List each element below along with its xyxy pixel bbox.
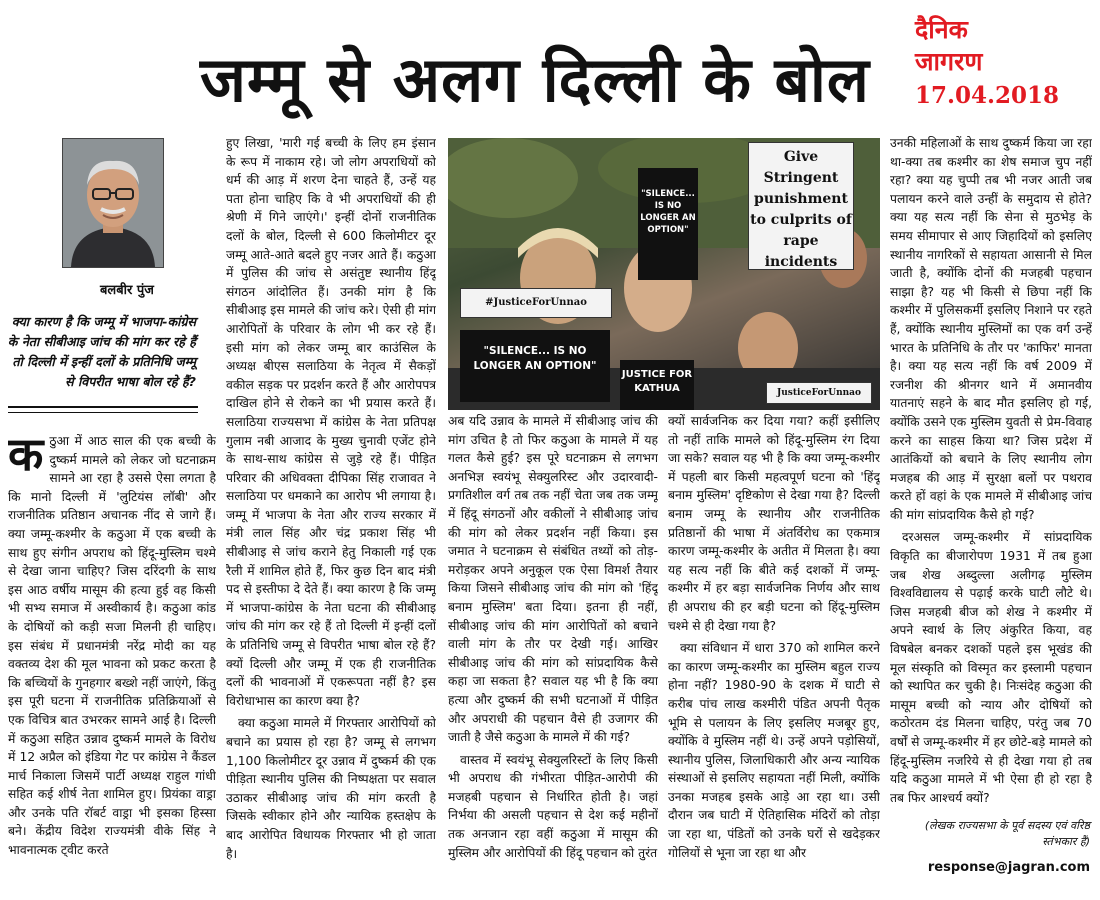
column-1-text: ठुआ में आठ साल की एक बच्ची के दुष्कर्म मामले को लेकर जो घटनाक्रम सामने आ रहा है उससे ऐसा लगता है कि मानो दिल्ली में 'लुटियंस लॉबी' और राजनीतिक प्रतिष्ठान अचानक नींद से जागे हैं। क्या जम्मू-कश्मीर के कठुआ में एक बच्ची के साथ हुए संगीन अपराध को हिंदू-मुस्लिम चश्मे से देखा जाना चाहिए? जिस दरिंदगी के साथ इस आठ वर्षीय मासूम की हत्या हुई वह किसी भी सभ्य समाज में अस्वीकार्य है। कठुआ कांड के दोषियों को कड़ी सजा मिलनी ही चाहिए। इस संबंध में प्रधानमंत्री नरेंद्र मोदी का यह वक्तव्य देश की मूल भावना को प्रकट करता है कि बच्चियों के गुनहगार बख्शे नहीं जाएंगे, किंतु इस पूरी घटना में राजनीतिक प्रतिक्रियाओं से एक विचित्र बात उभरकर सामने आई है। दिल्ली में कठुआ सहित उन्नाव दुष्कर्म मामले के विरोध में 12 अप्रैल को इंडिया गेट पर कांग्रेस ने कैंडल मार्च निकाला जिसमें पार्टी अध्यक्ष राहुल गांधी सहित कई शीर्ष नेता शामिल हुए। प्रियंका वाड्रा और उनके पति रॉबर्ट वाड्रा भी इसका हिस्सा बने। केंद्रीय विदेश राज्यमंत्री वीके सिंह ने भावनात्मक ट्वीट करते bbox=[8, 434, 216, 858]
article-column-1 bbox=[8, 432, 216, 894]
drop-cap: क bbox=[8, 432, 44, 481]
article-column-3 bbox=[448, 412, 658, 894]
column-5-para-1: उनकी महिलाओं के साथ दुष्कर्म किया जा रहा था-क्या तब कश्मीर का शेष समाज चुप नहीं रहा? क्या यह चुप्पी तब भी नजर आती जब पलायन करने वाले उन्हीं के समुदाय से होते? क्या यह सत्य नहीं कि सेना से मुठभेड़ के समय सीमापार से आए जिहादियों को इसलिए स्थानीय नागरिकों से सहायता आसानी से मिल जाती है, क्योंकि दोनों की मजहबी पहचान साझा है? यह भी किसी से छिपा नहीं कि कश्मीर में पुलिसकर्मी इसलिए निशाने पर रहते हैं, क्योंकि स्थानीय मुस्लिमों का एक वर्ग उन्हें भारत के प्रतिनिधि के तौर पर 'काफिर' मानता है। क्या यह सत्य नहीं कि वर्ष 2009 में रजनीश की श्रीनगर थाने में अमानवीय यातनाएं सहने के बाद मौत इसलिए हो गई, क्योंकि उसने एक मुस्लिम युवती से प्रेम-विवाह करने का साहस किया था? जिस प्रदेश में आतंकियों को बचाने के लिए स्थानीय लोग मजहब की आड़ में सुरक्षा बलों पर पथराव करते हों वहां के एक मामले में सीबीआइ जांच की मांग सांप्रदायिक कैसे हो गई? bbox=[890, 136, 1092, 522]
column-4-para-2: क्या संविधान में धारा 370 को शामिल करने का कारण जम्मू-कश्मीर का मुस्लिम बहुल राज्य होना नहीं? 1980-90 के दशक में घाटी से करीब पांच लाख कश्मीरी पंडित अपनी पैतृक भूमि से पलायन के लिए इसलिए मजबूर हुए, क्योंकि वे मुस्लिम नहीं थे। उन्हें अपने पड़ोसियों, स्थानीय पुलिस, जिलाधिकारी और अन्य न्यायिक संस्थाओं से इसलिए सहायता नहीं मिली, क्योंकि उनका मजहब इसके आड़े आ रहा था। उसी दौरान जब घाटी में ऐतिहासिक मंदिरों को तोड़ा जा रहा था, पंडितों को उनके घरों से खदेड़कर गोलियों से भूना जा रहा था और bbox=[668, 641, 880, 860]
column-4-para-1: क्यों सार्वजनिक कर दिया गया? कहीं इसीलिए तो नहीं ताकि मामले को हिंदू-मुस्लिम रंग दिया जा सके? सवाल यह भी है कि क्या जम्मू-कश्मीर में पहली बार किसी महत्वपूर्ण घटना को 'हिंदू बनाम मुस्लिम' दृष्टिकोण से देखा गया है? दिल्ली बनाम जम्मू के स्थानीय और राजनीतिक प्रतिष्ठानों की भाषा में अंतर्विरोध का एकमात्र कारण जम्मू-कश्मीर के अतीत में मिलता है। क्या यह सत्य नहीं कि बीते कई दशकों में जम्मू-कश्मीर में हर बड़ा सार्वजनिक निर्णय और साथ ही अपराध की हर बड़ी घटना को हिंदू-मुस्लिम चश्मे से ही देखा गया है? bbox=[668, 414, 880, 633]
protest-sign: "SILENCE... IS NO LONGER AN OPTION" bbox=[460, 330, 610, 402]
column-2-para-1: हुए लिखा, 'मारी गई बच्ची के लिए हम इंसान के रूप में नाकाम रहे। जो लोग अपराधियों को धर्म की आड़ में शरण देना चाहते हैं, उन्हें यह पता होना चाहिए कि वे भी अपराधियों की ही श्रेणी में गिने जाएंगे।' इन्हीं दोनों राजनीतिक दलों के बोल, दिल्ली से 600 किलोमीटर दूर जम्मू आते-आते बदले हुए नजर आते हैं। कठुआ में पुलिस की जांच से असंतुष्ट स्थानीय हिंदू संगठन आंदोलित हैं। उनकी मांग है कि सीबीआइ इस मामले की जांच करे। ऐसी ही मांग आरोपितों के परिवार के लोग भी कर रहे हैं। इसी मांग को लेकर जम्मू बार काउंसिल के अध्यक्ष बीएस सलाठिया के नेतृत्व में सैकड़ों वकील सड़क पर प्रदर्शन करते हैं और आरोपपत्र दाखिल होने से रोकने का भी प्रयास करते हैं। सलाठिया राज्यसभा में कांग्रेस के नेता प्रतिपक्ष गुलाम नबी आजाद के मुख्य चुनावी एजेंट होने के साथ-साथ कांग्रेस से जुड़े रहे हैं। पीड़ित परिवार की अधिवक्ता दीपिका सिंह राजावत ने सलाठिया पर धमकाने का आरोप भी लगाया है। जम्मू में भाजपा के नेता और राज्य सरकार में मंत्री लाल सिंह और चंद्र प्रकाश सिंह भी सीबीआइ से जांच कराने हेतु निकाली गई एक रैली में शामिल होते हैं, फिर कुछ दिन बाद मंत्री पद से इस्तीफा दे देते हैं। क्या कारण है कि जम्मू में भाजपा-कांग्रेस के नेता घटना की सीबीआइ जांच की मांग कर रहे हैं तो दिल्ली में इन्हीं दलों के प्रतिनिधि जम्मू से विपरीत भाषा बोल रहे हैं? क्यों दिल्ली और जम्मू में एक ही राजनीतिक दलों की भावनाओं में एकरूपता नहीं है? इस विरोधाभास का कारण क्या है? bbox=[226, 136, 436, 708]
article-column-2 bbox=[226, 134, 436, 894]
column-2-para-2: क्या कठुआ मामले में गिरफ्तार आरोपियों को बचाने का प्रयास हो रहा है? जम्मू से लगभग 1,100 किलोमीटर दूर उन्नाव में दुष्कर्म की एक पीड़िता स्थानीय पुलिस की निष्पक्षता पर सवाल उठाकर सीबीआइ जांच की मांग करती है जिसके स्वीकार होने और न्यायिक हस्तक्षेप के बाद आरोपित विधायक गिरफ्तार भी हो जाता है। bbox=[226, 716, 436, 861]
paper-name-line2: जागरण bbox=[915, 47, 983, 76]
column-5-para-2: दरअसल जम्मू-कश्मीर में सांप्रदायिक विकृति का बीजारोपण 1931 में तब हुआ जब शेख अब्दुल्ला अलीगढ़ मुस्लिम विश्वविद्यालय से पढ़ाई करके घाटी लौटे थे। जिस मजहबी बीज को शेख ने कश्मीर में अपने स्वार्थ के लिए अंकुरित किया, वह विषबेल बनकर दशकों पहले इस भूखंड की मूल संस्कृति को विस्मृत कर इस्लामी पहचान को स्थापित कर चुकी है। निःसंदेह कठुआ की मासूम बच्ची को न्याय और दोषियों को कठोरतम दंड मिलना चाहिए, परंतु जब 70 वर्षों से जम्मू-कश्मीर में हर छोटे-बड़े मामले को हिंदू-मुस्लिम नजरिये से ही देखा गया हो तब यदि कठुआ मामले में भी ऐसा ही हो रहा है तब फिर आश्चर्य क्यों? bbox=[890, 530, 1092, 805]
column-3-para-2: वास्तव में स्वयंभू सेक्युलरिस्टों के लिए किसी भी अपराध की गंभीरता पीड़ित-आरोपी की मजहबी पहचान से निर्धारित होती है। जहां निर्भया की असली पहचान से देश कई महीनों तक अनजान रहा वहीं कठुआ में मासूम की मुस्लिम और आरोपियों की हिंदू पहचान को तुरंत bbox=[448, 752, 658, 860]
protest-photo bbox=[448, 138, 880, 410]
column-3-para-1: अब यदि उन्नाव के मामले में सीबीआइ जांच की मांग उचित है तो फिर कठुआ के मामले में यह गलत कैसे हुई? इस पूरे घटनाक्रम से लगभग अनभिज्ञ स्वयंभू सेक्युलरिस्ट और उदारवादी-प्रगतिशील वर्ग तब तक नहीं चेता जब तक जम्मू में हिंदू संगठनों और वकीलों ने सीबीआइ जांच की मांग को लेकर प्रदर्शन नहीं किया। इस जमात ने घटनाक्रम से संबंधित तथ्यों को तोड़-मरोड़कर अपने अनुकूल एक ऐसा विमर्श तैयार किया जिसने सीबीआइ जांच की मांग को 'हिंदू बनाम मुस्लिम' बता दिया। इतना ही नहीं, सीबीआइ जांच की मांग आरोपितों को बचाने वाली मांग के तौर पर देखी गई। आखिर सीबीआइ जांच की मांग को सांप्रदायिक कैसे कहा जा सकता है? सवाल यह भी है कि क्या हत्या और दुष्कर्म की सभी घटनाओं में पीड़ित और अपराधी की पहचान वैसे ही उजागर की जाती है जैसे कठुआ के मामले में की गई? bbox=[448, 414, 658, 745]
divider bbox=[8, 412, 198, 413]
pull-quote: क्या कारण है कि जम्मू में भाजपा-कांग्रेस के नेता सीबीआइ जांच की मांग कर रहे हैं तो दिल्ली में इन्हीं दलों के प्रतिनिधि जम्मू से विपरीत भाषा बोल रहे हैं? bbox=[7, 314, 196, 389]
response-email: response@jagran.com bbox=[927, 860, 1090, 875]
publication-date: 17.04.2018 bbox=[915, 82, 1060, 109]
protest-sign: Give Stringent punishment to culprits of rape incidents bbox=[748, 142, 854, 270]
article-column-5 bbox=[890, 134, 1092, 814]
headline: जम्मू से अलग दिल्ली के बोल bbox=[200, 43, 870, 116]
author-portrait-icon bbox=[62, 138, 164, 268]
protest-sign: "SILENCE... IS NO LONGER AN OPTION" bbox=[638, 168, 698, 280]
author-name: बलबीर पुंज bbox=[100, 283, 154, 298]
protest-sign: JusticeForUnnao bbox=[766, 382, 872, 404]
article-column-4 bbox=[668, 412, 880, 894]
paper-name-line1: दैनिक bbox=[915, 15, 968, 44]
protest-sign: JUSTICE FOR KATHUA bbox=[620, 360, 694, 410]
masthead bbox=[915, 14, 1085, 109]
author-note: (लेखक राज्यसभा के पूर्व सदस्य एवं वरिष्ठ स्तंभकार हैं) bbox=[924, 819, 1090, 848]
protest-sign: #JusticeForUnnao bbox=[460, 288, 612, 318]
divider bbox=[8, 406, 198, 408]
